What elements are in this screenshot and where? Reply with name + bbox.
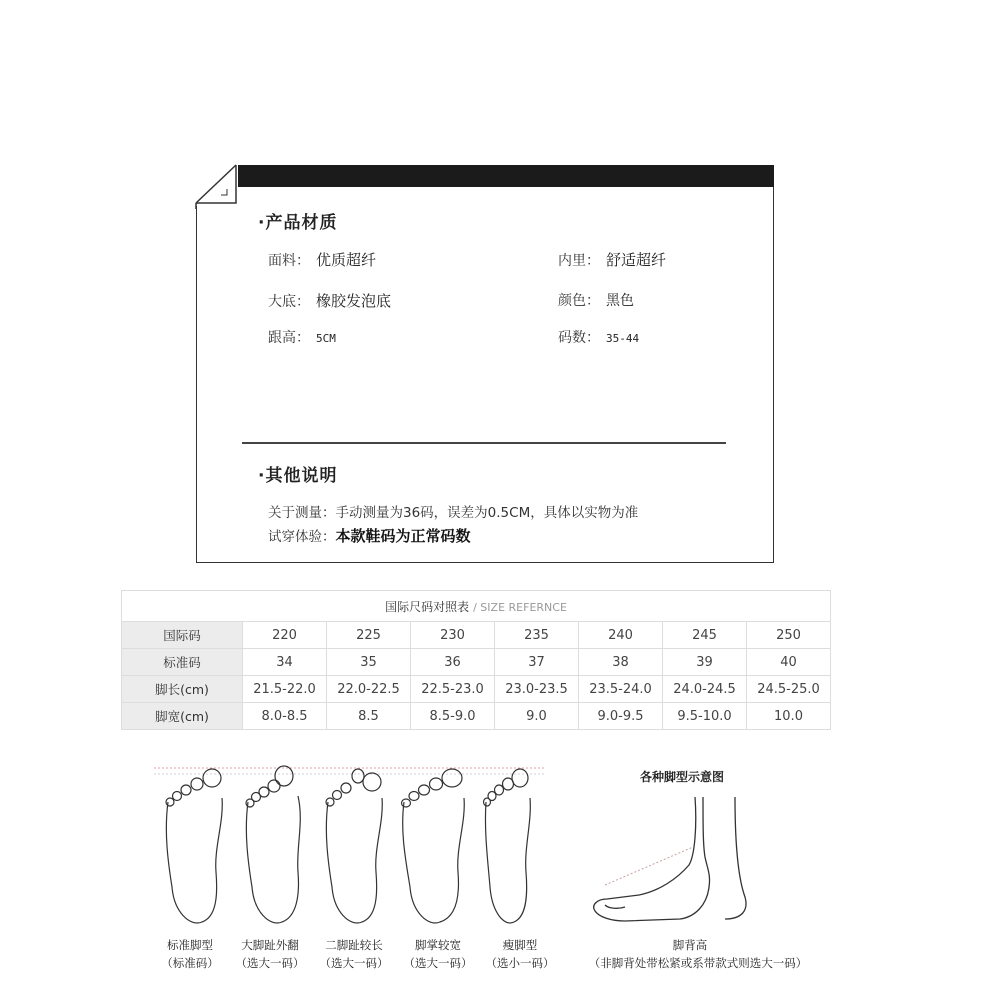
bunion-foot-label: 大脚趾外翻 [241, 938, 299, 952]
table-cell: 245 [663, 622, 747, 649]
spec-lining: 内里： 舒适超纤 [558, 251, 667, 269]
table-cell: 230 [411, 622, 495, 649]
size-reference-table [121, 590, 831, 730]
spec-sizes: 码数： 35-44 [558, 330, 640, 346]
folded-corner-icon [194, 163, 240, 209]
size-table-subtitle: / SIZE REFERNCE [473, 600, 567, 614]
table-cell: 9.5-10.0 [663, 703, 747, 730]
wide-foot-icon [402, 769, 465, 923]
table-cell: 8.5 [327, 703, 411, 730]
table-cell: 22.0-22.5 [327, 676, 411, 703]
row-header: 国际码 [122, 622, 243, 649]
table-cell: 39 [663, 649, 747, 676]
spec-color: 颜色： 黑色 [558, 293, 634, 309]
size-table-caption [122, 591, 831, 622]
bunion-foot-icon [246, 766, 300, 923]
table-cell: 22.5-23.0 [411, 676, 495, 703]
row-header: 脚宽(cm) [122, 703, 243, 730]
foot-shapes-illustration [150, 762, 550, 932]
table-cell: 10.0 [747, 703, 831, 730]
slim-foot-advice: （选小一码） [485, 956, 555, 970]
table-cell: 220 [243, 622, 327, 649]
wide-foot-advice: （选大一码） [403, 956, 473, 970]
spec-sole: 大底： 橡胶发泡底 [268, 292, 392, 310]
long-second-toe-foot-icon [326, 769, 382, 923]
wide-foot-label: 脚掌较宽 [415, 938, 461, 952]
table-cell: 34 [243, 649, 327, 676]
table-cell: 21.5-22.0 [243, 676, 327, 703]
slim-foot-icon [484, 769, 531, 923]
high-instep-foot-icon [585, 795, 765, 930]
high-instep-label: 脚背高 [672, 938, 708, 952]
table-cell: 40 [747, 649, 831, 676]
section-divider [242, 442, 726, 444]
bunion-foot-advice: （选大一码） [235, 956, 305, 970]
long-second-toe-label: 二脚趾较长 [325, 938, 383, 952]
long-second-toe-advice: （选大一码） [319, 956, 389, 970]
table-row [122, 676, 831, 703]
fit-note: 试穿体验：本款鞋码为正常码数 [268, 527, 471, 545]
standard-foot-advice: （标准码） [161, 956, 219, 970]
instep-reference-line [605, 847, 693, 885]
table-row [122, 703, 831, 730]
table-cell: 35 [327, 649, 411, 676]
table-cell: 8.0-8.5 [243, 703, 327, 730]
row-header: 脚长(cm) [122, 676, 243, 703]
table-cell: 23.5-24.0 [579, 676, 663, 703]
foot-types-title: 各种脚型示意图 [640, 770, 725, 784]
table-cell: 24.0-24.5 [663, 676, 747, 703]
table-cell: 8.5-9.0 [411, 703, 495, 730]
table-cell: 235 [495, 622, 579, 649]
size-table-title: 国际尺码对照表 [385, 599, 470, 614]
standard-foot-label: 标准脚型 [167, 938, 213, 952]
high-instep-advice: （非脚背处带松紧或系带款式则选大一码） [588, 956, 808, 970]
measurement-note: 关于测量：手动测量为36码，误差为0.5CM，具体以实物为准 [268, 505, 639, 521]
standard-foot-icon [166, 769, 222, 923]
slim-foot-label: 瘦脚型 [502, 938, 538, 952]
table-cell: 24.5-25.0 [747, 676, 831, 703]
table-cell: 9.0 [495, 703, 579, 730]
spec-fabric: 面料： 优质超纤 [268, 251, 377, 269]
table-cell: 225 [327, 622, 411, 649]
other-section-title: ·其他说明 [258, 466, 338, 486]
table-cell: 36 [411, 649, 495, 676]
product-section-title: ·产品材质 [258, 213, 338, 233]
table-cell: 250 [747, 622, 831, 649]
spec-heel-height: 跟高： 5CM [268, 330, 336, 346]
table-cell: 23.0-23.5 [495, 676, 579, 703]
table-cell: 38 [579, 649, 663, 676]
table-cell: 240 [579, 622, 663, 649]
table-cell: 37 [495, 649, 579, 676]
table-cell: 9.0-9.5 [579, 703, 663, 730]
table-row [122, 649, 831, 676]
table-row [122, 622, 831, 649]
card-header-bar [236, 165, 774, 187]
row-header: 标准码 [122, 649, 243, 676]
